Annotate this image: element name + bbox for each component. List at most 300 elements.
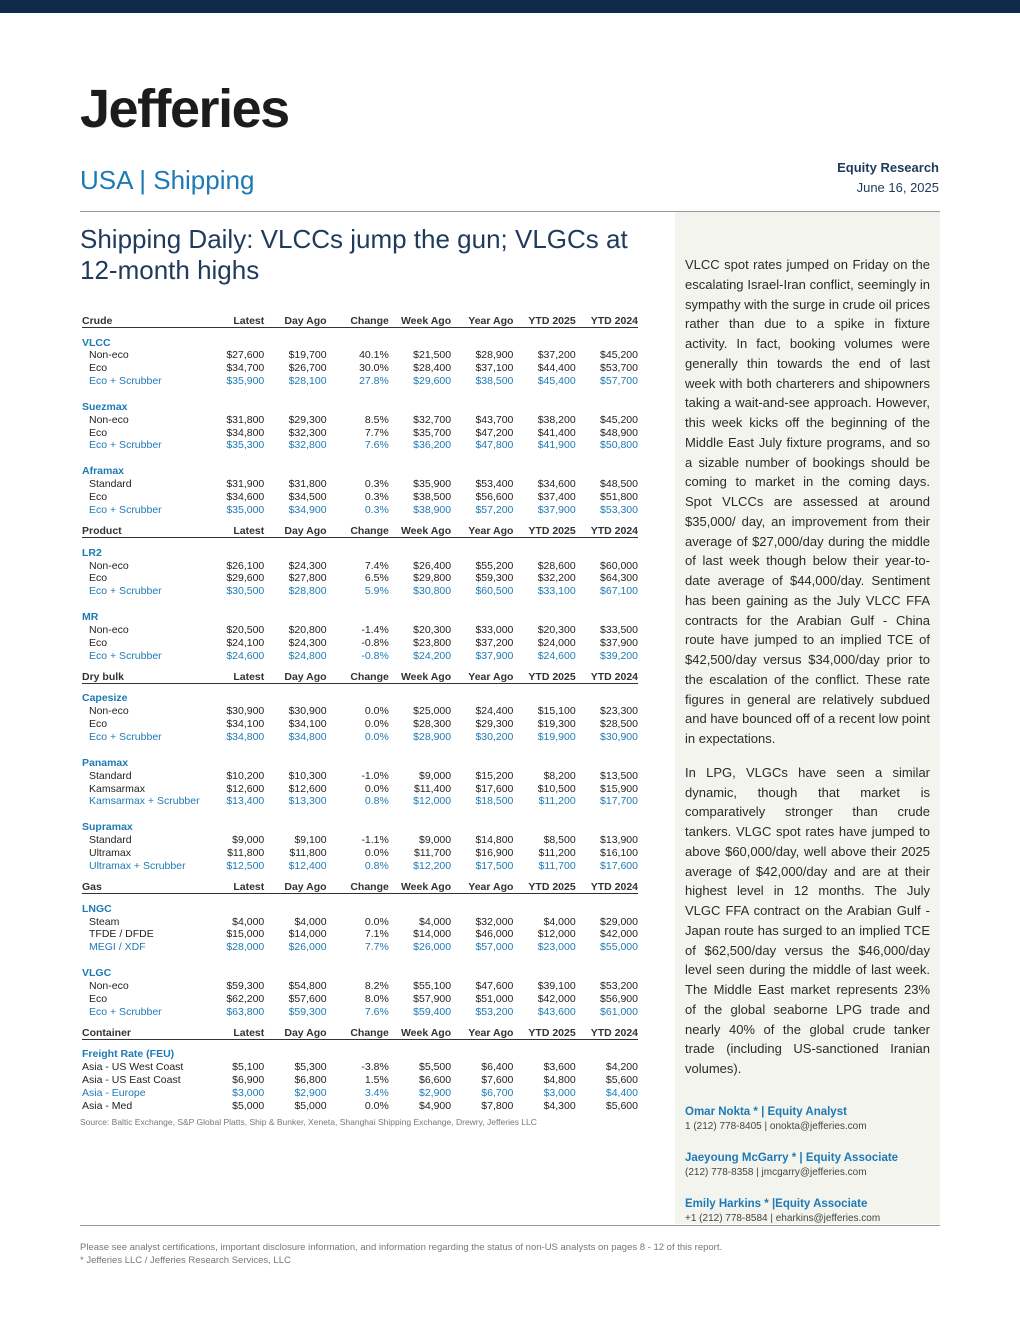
rate-cell: $37,200 [475, 636, 514, 649]
rate-cell: $29,600 [226, 572, 265, 585]
rate-cell: $57,600 [288, 992, 327, 1005]
rate-cell: $45,200 [600, 349, 638, 362]
spacer-cell [82, 387, 638, 398]
section-name: Gas [82, 878, 202, 894]
rate-cell: $32,700 [413, 413, 452, 426]
rate-cell: $5,500 [419, 1061, 452, 1074]
column-header: Week Ago [389, 878, 451, 894]
column-header: Year Ago [451, 522, 513, 538]
rate-cell: $3,600 [543, 1061, 576, 1074]
spacer-cell [82, 743, 638, 754]
table-row [82, 992, 638, 1005]
rate-cell: $4,000 [294, 915, 327, 928]
rate-cell: $55,100 [413, 979, 452, 992]
column-header: Year Ago [451, 878, 513, 894]
rate-cell: $16,900 [475, 846, 514, 859]
rate-cell: $62,200 [226, 992, 265, 1005]
rate-cell: $5,600 [605, 1074, 638, 1087]
column-header: Year Ago [451, 1024, 513, 1040]
row-label: Eco + Scrubber [89, 374, 162, 387]
rate-cell: $14,800 [475, 834, 514, 847]
vessel-group-name: LNGC [82, 902, 112, 915]
analyst-contact[interactable]: 1 (212) 778-8405 | onokta@jefferies.com [685, 1121, 867, 1132]
rate-cell: $24,600 [226, 649, 265, 662]
vessel-group-name: Suezmax [82, 400, 128, 413]
rate-cell: $37,100 [475, 362, 514, 375]
rate-cell: $53,200 [475, 1005, 514, 1018]
rate-cell: $34,800 [226, 426, 265, 439]
table-source-note: Source: Baltic Exchange, S&P Global Platts, Ship & Bunker, Xeneta, Shanghai Shipping Exchange, Drewry, Jefferies LLC [80, 1117, 537, 1127]
rate-cell: $5,000 [294, 1099, 327, 1112]
rate-cell: $51,800 [600, 490, 638, 503]
disclaimer-line[interactable]: Please see analyst certifications, important disclosure information, and information regarding the status of non-US analysts on pages 8 - 12 of this report. [80, 1242, 723, 1253]
rate-cell: $27,800 [288, 572, 327, 585]
rate-cell: $2,900 [419, 1086, 452, 1099]
row-label: Eco + Scrubber [89, 439, 162, 452]
rate-cell: $12,600 [288, 782, 327, 795]
analyst-contact[interactable]: +1 (212) 778-8584 | eharkins@jefferies.com [685, 1213, 881, 1224]
rate-cell: $47,800 [475, 439, 514, 452]
rate-cell: $56,900 [600, 992, 638, 1005]
rate-cell: $34,600 [537, 478, 576, 491]
rate-cell: $59,300 [226, 979, 265, 992]
rates-table [82, 312, 638, 1112]
column-header: Week Ago [389, 1024, 451, 1040]
analyst-role: |Equity Associate [771, 1198, 868, 1210]
column-header: YTD 2025 [513, 668, 575, 684]
rate-cell: $30,500 [226, 585, 265, 598]
table-row [82, 426, 638, 439]
rate-cell: $33,000 [475, 623, 514, 636]
rate-cell: $6,800 [294, 1074, 327, 1087]
vessel-group-name: Capesize [82, 692, 128, 705]
rate-cell: $26,000 [288, 941, 327, 954]
rates-table-container [82, 312, 638, 1112]
table-row [82, 1005, 638, 1018]
table-row [82, 624, 638, 637]
rate-cell: $28,900 [413, 730, 452, 743]
rate-cell: 5.9% [364, 585, 389, 598]
section-name: Container [82, 1024, 202, 1040]
analyst-card [685, 1150, 935, 1180]
rate-cell: $30,800 [413, 585, 452, 598]
rate-cell: 7.6% [364, 1005, 389, 1018]
column-header: Latest [202, 312, 264, 328]
rate-cell: $59,300 [288, 1005, 327, 1018]
rate-cell: $53,400 [475, 478, 514, 491]
footer-divider [80, 1225, 940, 1226]
table-row [82, 559, 638, 572]
vessel-group-name: LR2 [82, 546, 102, 559]
section-header-row [82, 668, 638, 684]
rate-cell: $3,000 [543, 1086, 576, 1099]
vessel-group-row [82, 334, 638, 349]
table-row [82, 1061, 638, 1074]
section-name: Dry bulk [82, 668, 202, 684]
rate-cell: $33,500 [600, 623, 638, 636]
summary-paragraph: VLCC spot rates jumped on Friday on the escalating Israel-Iran conflict, seemingly in sympathy with the surge in crude oil prices rather than due to a spike in fixture activity. In fact, booking volumes were generally thin towards the end of last week with both charterers and shipowners taking a wait-and-see approach. However, this week kicks off the beginning of the Middle East July fixture programs, and so a sizable number of bookings should be coming to market in the coming days. Spot VLCCs are assessed at around $35,000/ day, an improvement from their average of $27,000/day during the middle of last week though below their year-to-date average of $44,000/day. Sentiment has been gaining as the July VLCC FFA contracts for the Arabian Gulf - China route have jumped to an implied TCE of $42,500/day versus $34,000/day prior to the escalation of the conflict. These rate figures in general are relatively subdued and have bounced off of a recent low point in expectations. [685, 257, 930, 746]
rate-cell: 7.4% [364, 559, 389, 572]
rate-cell: $37,900 [475, 649, 514, 662]
rate-cell: $2,900 [294, 1086, 327, 1099]
rate-cell: $20,500 [226, 623, 265, 636]
vessel-group-row [82, 900, 638, 915]
rate-cell: $17,700 [600, 795, 638, 808]
rate-cell: $34,800 [288, 730, 327, 743]
rate-cell: $4,000 [232, 915, 265, 928]
rate-cell: $18,500 [475, 795, 514, 808]
column-header: Latest [202, 878, 264, 894]
rate-cell: 7.7% [364, 941, 389, 954]
rate-cell: $12,400 [288, 859, 327, 872]
rate-cell: $24,300 [288, 559, 327, 572]
rate-cell: $16,100 [600, 846, 638, 859]
row-label: Eco [89, 362, 108, 375]
group-spacer [82, 598, 638, 609]
rate-cell: $61,000 [600, 1005, 638, 1018]
rate-cell: $15,100 [537, 705, 576, 718]
vessel-group-name: Panamax [82, 756, 129, 769]
rate-cell: $33,100 [537, 585, 576, 598]
table-row [82, 362, 638, 375]
rate-cell: $54,800 [288, 979, 327, 992]
rate-cell: $24,300 [288, 636, 327, 649]
rate-cell: $43,700 [475, 413, 514, 426]
rate-cell: $64,300 [600, 572, 638, 585]
column-header: Year Ago [451, 668, 513, 684]
rate-cell: $31,800 [226, 413, 265, 426]
rate-cell: $10,500 [537, 782, 576, 795]
rate-cell: $55,000 [600, 941, 638, 954]
rate-cell: $41,400 [537, 426, 576, 439]
analyst-name[interactable]: Omar Nokta * [685, 1106, 758, 1118]
rate-cell: $11,200 [538, 795, 576, 808]
rate-cell: $24,600 [537, 649, 576, 662]
rate-cell: $12,000 [537, 928, 576, 941]
rate-cell: 8.5% [364, 413, 389, 426]
rate-cell: $4,400 [605, 1086, 638, 1099]
rate-cell: 0.3% [364, 478, 389, 491]
group-spacer [82, 387, 638, 398]
rate-cell: $29,300 [475, 718, 514, 731]
rate-cell: $17,600 [600, 859, 638, 872]
rate-cell: $5,000 [232, 1099, 265, 1112]
column-header: Day Ago [264, 522, 326, 538]
rate-cell: $60,000 [600, 559, 638, 572]
column-header: YTD 2025 [513, 878, 575, 894]
section-header-row [82, 878, 638, 894]
rate-cell: $3,000 [232, 1086, 265, 1099]
vessel-group-row [82, 463, 638, 478]
rate-cell: $5,600 [605, 1099, 638, 1112]
rate-cell: $34,100 [226, 718, 265, 731]
rate-cell: 8.2% [364, 979, 389, 992]
rate-cell: $35,300 [226, 439, 265, 452]
rate-cell: $9,000 [419, 769, 452, 782]
row-label: Ultramax + Scrubber [89, 859, 186, 872]
rate-cell: 0.8% [364, 795, 389, 808]
rate-cell: $4,300 [543, 1099, 576, 1112]
column-header: Change [327, 878, 389, 894]
analyst-name-line[interactable] [685, 1104, 935, 1120]
rate-cell: $26,000 [413, 941, 452, 954]
rate-cell: $26,100 [226, 559, 265, 572]
rate-cell: $55,200 [475, 559, 514, 572]
rate-cell: $28,900 [475, 349, 514, 362]
row-label: Eco + Scrubber [89, 649, 162, 662]
rate-cell: $57,700 [600, 374, 638, 387]
row-label: Asia - Europe [82, 1086, 146, 1099]
row-label: Eco + Scrubber [89, 730, 162, 743]
department-label: Equity Research [837, 160, 939, 175]
section-name: Product [82, 522, 202, 538]
section-header-row [82, 522, 638, 538]
table-row [82, 847, 638, 860]
rate-cell: $8,200 [543, 769, 576, 782]
rate-cell: 7.1% [364, 928, 389, 941]
rate-cell: $34,100 [288, 718, 327, 731]
rate-cell: $30,900 [288, 705, 327, 718]
vessel-group-row [82, 398, 638, 413]
rate-cell: $15,000 [226, 928, 265, 941]
rate-cell: $11,200 [538, 846, 576, 859]
rate-cell: $17,600 [475, 782, 514, 795]
rate-cell: $38,500 [413, 490, 452, 503]
rate-cell: 8.0% [364, 992, 389, 1005]
analyst-name[interactable]: Jaeyoung McGarry * [685, 1152, 797, 1164]
row-label: Asia - US West Coast [82, 1061, 184, 1074]
rate-cell: $37,200 [537, 349, 576, 362]
analyst-name[interactable]: Emily Harkins * [685, 1198, 769, 1210]
analyst-list [685, 1104, 935, 1242]
rate-cell: 0.0% [364, 846, 389, 859]
rate-cell: 0.0% [364, 705, 389, 718]
row-label: Eco [89, 992, 108, 1005]
row-label: Non-eco [89, 623, 129, 636]
table-row [82, 718, 638, 731]
row-label: Eco + Scrubber [89, 585, 162, 598]
rate-cell: $20,300 [413, 623, 452, 636]
rate-cell: $35,000 [226, 503, 265, 516]
spacer-cell [82, 452, 638, 463]
rate-cell: $29,000 [600, 915, 638, 928]
column-header: YTD 2024 [576, 878, 638, 894]
table-row [82, 349, 638, 362]
rate-cell: $57,200 [475, 503, 514, 516]
vessel-group-row [82, 819, 638, 834]
spacer-cell [82, 954, 638, 965]
vessel-group-name: Supramax [82, 821, 133, 834]
summary-paragraph: In LPG, VLGCs have seen a similar dynamic, though that market is comparatively stronger than crude tankers. VLGC spot rates have jumped to above $60,000/day, well above their 2025 average of $42,000/day and are at their highest level in 12 months. The July VLGC FFA contract on the Arabian Gulf - Japan route has surged to an implied TCE of $62,500/day versus the $46,000/day level seen during the middle of last week. The Middle East market represents 23% of the global seaborne LPG trade and nearly 40% of the global crude tanker trade (including US-sanctioned Iranian volumes). [685, 764, 930, 1076]
column-header: Change [327, 668, 389, 684]
rate-cell: $11,700 [413, 846, 452, 859]
rate-cell: $63,800 [226, 1005, 265, 1018]
table-row [82, 491, 638, 504]
column-header: YTD 2024 [576, 1024, 638, 1040]
column-header: Week Ago [389, 312, 451, 328]
rate-cell: $21,500 [413, 349, 452, 362]
rate-cell: 7.6% [364, 439, 389, 452]
table-row [82, 834, 638, 847]
rate-cell: $19,700 [288, 349, 327, 362]
row-label: Eco + Scrubber [89, 1005, 162, 1018]
rate-cell: $53,300 [600, 503, 638, 516]
rate-cell: $12,000 [413, 795, 452, 808]
rate-cell: $19,300 [537, 718, 576, 731]
rate-cell: 0.0% [364, 782, 389, 795]
analyst-card [685, 1196, 935, 1226]
table-row [82, 915, 638, 928]
table-row [82, 585, 638, 598]
column-header: Change [327, 522, 389, 538]
table-row [82, 1099, 638, 1112]
analyst-role: | Equity Analyst [761, 1106, 847, 1118]
rate-cell: -1.1% [361, 834, 389, 847]
table-row [82, 731, 638, 744]
rate-cell: 0.0% [364, 915, 389, 928]
rate-cell: -0.8% [361, 649, 389, 662]
row-label: Non-eco [89, 979, 129, 992]
rate-cell: -1.0% [361, 769, 389, 782]
rate-cell: 27.8% [359, 374, 389, 387]
group-spacer [82, 452, 638, 463]
rate-cell: $4,000 [543, 915, 576, 928]
rate-cell: $9,100 [294, 834, 327, 847]
rate-cell: $47,600 [475, 979, 514, 992]
table-row [82, 413, 638, 426]
rate-cell: $6,900 [232, 1074, 265, 1087]
rate-cell: 30.0% [359, 362, 389, 375]
row-label: Non-eco [89, 705, 129, 718]
rate-cell: $28,600 [537, 559, 576, 572]
rate-cell: $20,800 [288, 623, 327, 636]
rate-cell: $42,000 [600, 928, 638, 941]
row-label: Kamsarmax + Scrubber [89, 795, 200, 808]
table-row [82, 859, 638, 872]
rate-cell: $12,200 [413, 859, 452, 872]
report-section: USA | Shipping [80, 165, 255, 195]
disclaimer [80, 1241, 722, 1267]
vessel-group-name: Aframax [82, 465, 125, 478]
analyst-name-line[interactable] [685, 1150, 935, 1166]
disclaimer-line: * Jefferies LLC / Jefferies Research Services, LLC [80, 1255, 291, 1266]
analyst-contact[interactable]: (212) 778-8358 | jmcgarry@jefferies.com [685, 1167, 867, 1178]
column-header: Day Ago [264, 312, 326, 328]
group-spacer [82, 808, 638, 819]
rate-cell: $45,200 [600, 413, 638, 426]
rate-cell: $11,800 [289, 846, 327, 859]
rate-cell: $59,400 [413, 1005, 452, 1018]
rate-cell: $13,400 [226, 795, 265, 808]
analyst-name-line[interactable] [685, 1196, 935, 1212]
rate-cell: $20,300 [537, 623, 576, 636]
column-header: Latest [202, 668, 264, 684]
vessel-group-row [82, 1046, 638, 1061]
rate-cell: -1.4% [361, 623, 389, 636]
rate-cell: $31,800 [288, 478, 327, 491]
row-label: MEGI / XDF [89, 941, 146, 954]
rate-cell: $32,300 [288, 426, 327, 439]
row-label: Eco [89, 636, 108, 649]
table-row [82, 941, 638, 954]
rate-cell: $34,600 [226, 490, 265, 503]
rate-cell: $11,700 [538, 859, 576, 872]
rate-cell: $39,100 [537, 979, 576, 992]
rate-cell: $30,900 [226, 705, 265, 718]
row-label: Steam [89, 915, 120, 928]
rate-cell: $41,900 [537, 439, 576, 452]
rate-cell: $35,700 [413, 426, 452, 439]
rate-cell: $32,000 [475, 915, 514, 928]
rate-cell: 40.1% [359, 349, 389, 362]
row-label: Standard [89, 478, 132, 491]
column-header: YTD 2024 [576, 668, 638, 684]
group-spacer [82, 743, 638, 754]
table-row [82, 439, 638, 452]
rate-cell: $32,800 [288, 439, 327, 452]
spacer-cell [82, 808, 638, 819]
table-row [82, 705, 638, 718]
vessel-group-row [82, 965, 638, 980]
rate-cell: $4,900 [419, 1099, 452, 1112]
section-name: Crude [82, 312, 202, 328]
rate-cell: $35,900 [226, 374, 265, 387]
rate-cell: 0.3% [364, 490, 389, 503]
table-row [82, 375, 638, 388]
rate-cell: $24,100 [226, 636, 265, 649]
rate-cell: $34,800 [226, 730, 265, 743]
row-label: TFDE / DFDE [89, 928, 154, 941]
rate-cell: $47,200 [475, 426, 514, 439]
column-header: Week Ago [389, 522, 451, 538]
row-label: Standard [89, 834, 132, 847]
vessel-group-name: Freight Rate (FEU) [82, 1048, 175, 1061]
rate-cell: $23,800 [413, 636, 452, 649]
rate-cell: $26,400 [413, 559, 452, 572]
vessel-group-name: VLGC [82, 967, 112, 980]
rate-cell: $57,900 [413, 992, 452, 1005]
rate-cell: 6.5% [364, 572, 389, 585]
rate-cell: 0.8% [364, 859, 389, 872]
row-label: Non-eco [89, 349, 129, 362]
vessel-group-name: MR [82, 611, 99, 624]
table-row [82, 478, 638, 491]
row-label: Kamsarmax [89, 782, 146, 795]
rate-cell: $28,300 [413, 718, 452, 731]
vessel-group-row [82, 690, 638, 705]
report-date: June 16, 2025 [856, 180, 939, 195]
rate-cell: $48,900 [600, 426, 638, 439]
rate-cell: 0.0% [364, 1099, 389, 1112]
rate-cell: $51,000 [475, 992, 514, 1005]
rate-cell: $6,600 [419, 1074, 452, 1087]
column-header: Week Ago [389, 668, 451, 684]
rate-cell: $7,600 [481, 1074, 514, 1087]
table-row [82, 795, 638, 808]
rate-cell: $13,500 [600, 769, 638, 782]
rate-cell: 0.0% [364, 718, 389, 731]
rate-cell: $45,400 [537, 374, 576, 387]
group-spacer [82, 954, 638, 965]
rate-cell: $9,000 [419, 834, 452, 847]
rate-cell: $50,800 [600, 439, 638, 452]
table-row [82, 1087, 638, 1100]
analyst-role: | Equity Associate [799, 1152, 899, 1164]
report-headline: Shipping Daily: VLCCs jump the gun; VLGCs at 12-month highs [80, 224, 628, 285]
rate-cell: $6,700 [481, 1086, 514, 1099]
column-header: Year Ago [451, 312, 513, 328]
vessel-group-row [82, 754, 638, 769]
